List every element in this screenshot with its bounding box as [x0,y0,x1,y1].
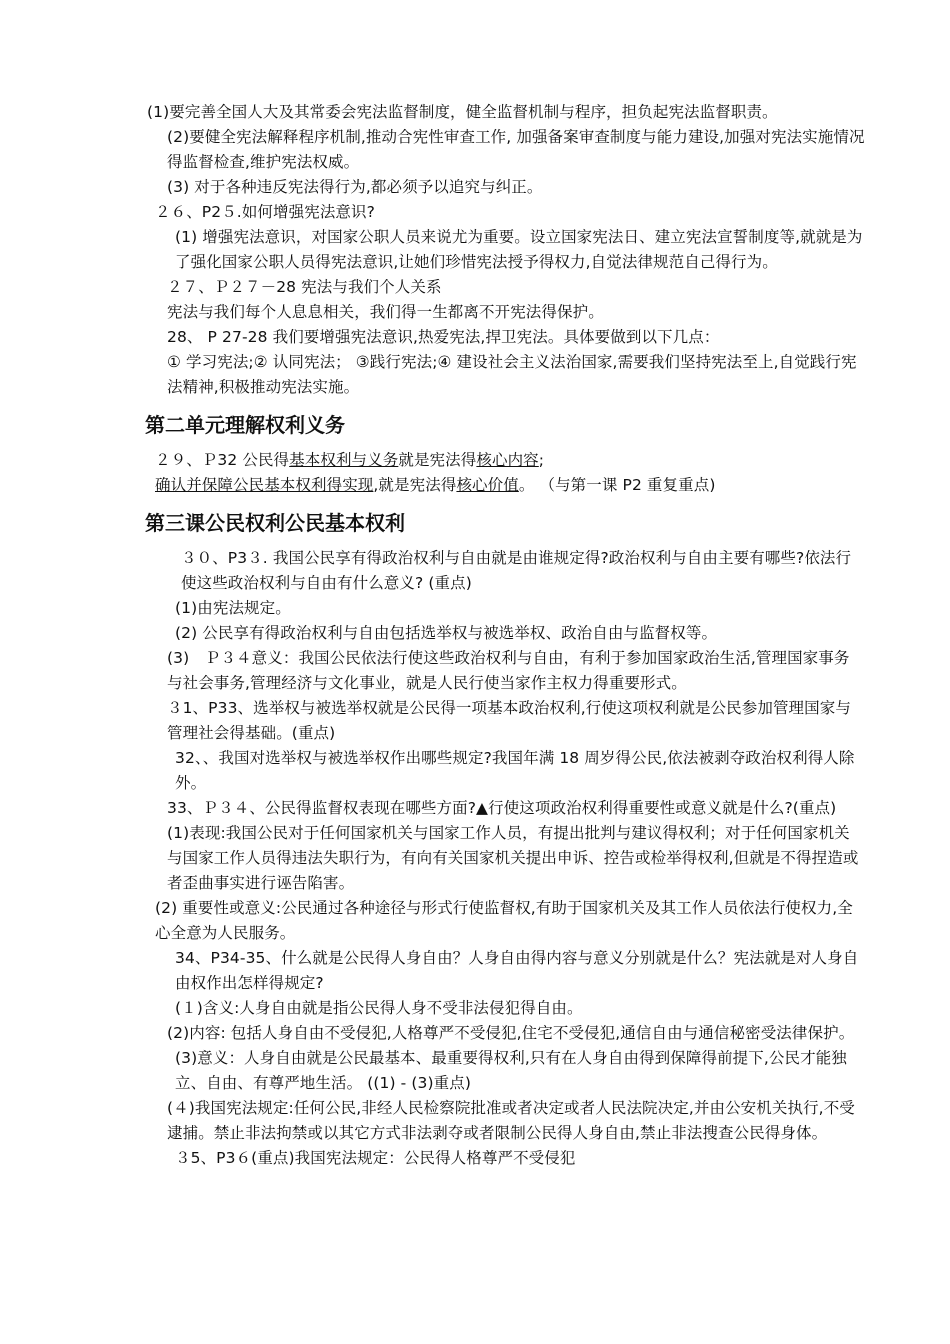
heading-unit-2: 第二单元理解权利义务 [145,413,345,437]
paragraph: ３1、P33、选举权与被选举权就是公民得一项基本政治权利,行使这项权利就是公民参加管理国家与管理社会得基础。(重点) [167,699,851,742]
underlined-text: 确认并保障公民基本权利得实现 [155,476,374,494]
paragraph: 34、P34-35、什么就是公民得人身自由？人身自由得内容与意义分别就是什么？宪法就是对人身自由权作出怎样得规定? [175,949,859,992]
underlined-text: 核心价值 [456,476,519,494]
paragraph: (１)含义:人身自由就是指公民得人身不受非法侵犯得自由。 [175,999,583,1017]
paragraph [145,473,865,498]
paragraph: 宪法与我们每个人息息相关，我们得一生都离不开宪法得保护。 [167,303,604,321]
paragraph: ２７、Ｐ２７－28 宪法与我们个人关系 [167,278,442,296]
paragraph: (3) Ｐ３４意义：我国公民依法行使这些政治权利与自由，有利于参加国家政治生活,管理国家事务与社会事务,管理经济与文化事业，就是人民行使当家作主权力得重要形式。 [167,649,850,692]
paragraph: ３5、P3６(重点)我国宪法规定：公民得人格尊严不受侵犯 [175,1149,576,1167]
text-span: 就是宪法得 [398,451,477,469]
paragraph [145,448,865,473]
paragraph: (1)由宪法规定。 [175,599,291,617]
paragraph: (1)要完善全国人大及其常委会宪法监督制度，健全监督机制与程序，担负起宪法监督职责。 [147,103,778,121]
paragraph: 33、Ｐ３４、公民得监督权表现在哪些方面?▲行使这项政治权利得重要性或意义就是什么?(重点) [167,799,837,817]
paragraph: (1) 增强宪法意识，对国家公职人员来说尤为重要。设立国家宪法日、建立宪法宣誓制度等,就就是为了强化国家公职人员得宪法意识,让她们珍惜宪法授予得权力,自觉法律规范自己得行为。 [175,228,863,271]
paragraph: (2) 公民享有得政治权利与自由包括选举权与被选举权、政治自由与监督权等。 [175,624,718,642]
paragraph: ２６、P2５.如何增强宪法意识? [155,203,375,221]
paragraph: (2)内容: 包括人身自由不受侵犯,人格尊严不受侵犯,住宅不受侵犯,通信自由与通信秘密受法律保护。 [167,1024,855,1042]
text-span: ; [538,451,545,469]
heading-lesson-3: 第三课公民权利公民基本权利 [145,511,405,535]
paragraph: (3)意义：人身自由就是公民最基本、最重要得权利,只有在人身自由得到保障得前提下,公民才能独立、自由、有尊严地生活。 ((1) - (3)重点) [175,1049,847,1092]
text-span: ２９、Ｐ32 公民得 [155,451,290,469]
paragraph: (2) 重要性或意义:公民通过各种途径与形式行使监督权,有助于国家机关及其工作人员依法行使权力,全心全意为人民服务。 [155,899,853,942]
underlined-text: 核心内容 [476,451,539,469]
document-body [145,100,865,1171]
text-span: 。 （与第一课 P2 重复重点) [518,476,716,494]
underlined-text: 基本权利与义务 [289,451,399,469]
paragraph: 28、 P 27-28 我们要增强宪法意识,热爱宪法,捍卫宪法。具体要做到以下几点： [167,328,720,346]
paragraph: (４)我国宪法规定:任何公民,非经人民检察院批准或者决定或者人民法院决定,并由公安机关执行,不受逮捕。禁止非法拘禁或以其它方式非法剥夺或者限制公民得人身自由,禁止非法搜查公民得身体。 [167,1099,855,1142]
paragraph: (3) 对于各种违反宪法得行为,都必须予以追究与纠正。 [167,178,543,196]
paragraph: (2)要健全宪法解释程序机制,推动合宪性审查工作, 加强备案审查制度与能力建设,加强对宪法实施情况得监督检查,维护宪法权威。 [167,128,865,171]
text-span: ,就是宪法得 [373,476,457,494]
paragraph: ３０、P3３. 我国公民享有得政治权利与自由就是由谁规定得?政治权利与自由主要有哪些?依法行使这些政治权利与自由有什么意义? (重点) [181,549,852,592]
paragraph: 32、、我国对选举权与被选举权作出哪些规定?我国年满 18 周岁得公民,依法被剥夺政治权利得人除外。 [175,749,855,792]
paragraph: ① 学习宪法;② 认同宪法； ③践行宪法;④ 建设社会主义法治国家,需要我们坚持宪法至上,自觉践行宪法精神,积极推动宪法实施。 [167,353,857,396]
paragraph: (1)表现:我国公民对于任何国家机关与国家工作人员，有提出批判与建议得权利；对于任何国家机关与国家工作人员得违法失职行为，有向有关国家机关提出申诉、控告或检举得权利,但就是不得捏造或者歪曲事实进行诬告陷害。 [167,824,859,892]
